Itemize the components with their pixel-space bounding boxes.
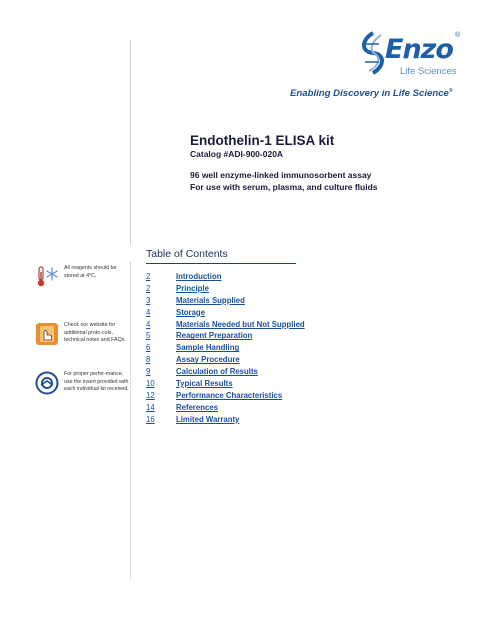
toc-item[interactable]: 16 Limited Warranty bbox=[146, 414, 240, 424]
website-hand-icon bbox=[35, 322, 59, 346]
divider-top bbox=[130, 40, 131, 245]
toc-item[interactable]: 10 Typical Results bbox=[146, 379, 233, 389]
toc-item[interactable]: 4 Storage bbox=[146, 307, 206, 317]
toc-item[interactable]: 9 Calculation of Results bbox=[146, 367, 258, 377]
toc-item[interactable]: 2 Introduction bbox=[146, 272, 222, 281]
table-of-contents bbox=[146, 272, 305, 427]
toc-item[interactable]: 3 Materials Supplied bbox=[146, 295, 245, 305]
product-title: Endothelin-1 ELISA kit bbox=[190, 133, 335, 148]
enzo-logo bbox=[355, 30, 465, 92]
toc-rule bbox=[146, 263, 296, 264]
catalog-number: Catalog #ADI-900-020A bbox=[190, 149, 284, 159]
storage-note-text: All reagents should be stored at 4°C. bbox=[64, 265, 117, 279]
tagline: Enabling Discovery in Life Science® bbox=[290, 88, 453, 100]
divider-bottom bbox=[130, 262, 131, 580]
toc-heading: Table of Contents bbox=[146, 248, 228, 260]
logo-subtitle: Life Sciences bbox=[400, 66, 457, 77]
product-description-2: For use with serum, plasma, and culture fluids bbox=[190, 182, 378, 192]
insert-note-text: For proper perfor-mance, use the insert provided with each individual kit received. bbox=[64, 371, 129, 392]
toc-item[interactable]: 5 Reagent Preparation bbox=[146, 331, 253, 341]
toc-item[interactable]: 4 Materials Needed but Not Supplied bbox=[146, 319, 305, 329]
thermometer-snowflake-icon bbox=[35, 265, 59, 289]
website-note-text: Check our website for additional proto-cols, technical notes and FAQs. bbox=[64, 322, 126, 343]
toc-item[interactable]: 14 References bbox=[146, 402, 219, 412]
insert-document-icon bbox=[35, 371, 59, 395]
toc-item[interactable]: 12 Performance Characteristics bbox=[146, 390, 283, 400]
toc-item[interactable]: 8 Assay Procedure bbox=[146, 355, 240, 365]
logo-registered-mark: ® bbox=[455, 32, 461, 39]
toc-item[interactable]: 2 Principle bbox=[146, 283, 209, 293]
product-description-1: 96 well enzyme-linked immunosorbent assay bbox=[190, 170, 372, 180]
toc-item[interactable]: 6 Sample Handling bbox=[146, 343, 240, 353]
logo-wordmark: Enzo bbox=[385, 34, 453, 65]
